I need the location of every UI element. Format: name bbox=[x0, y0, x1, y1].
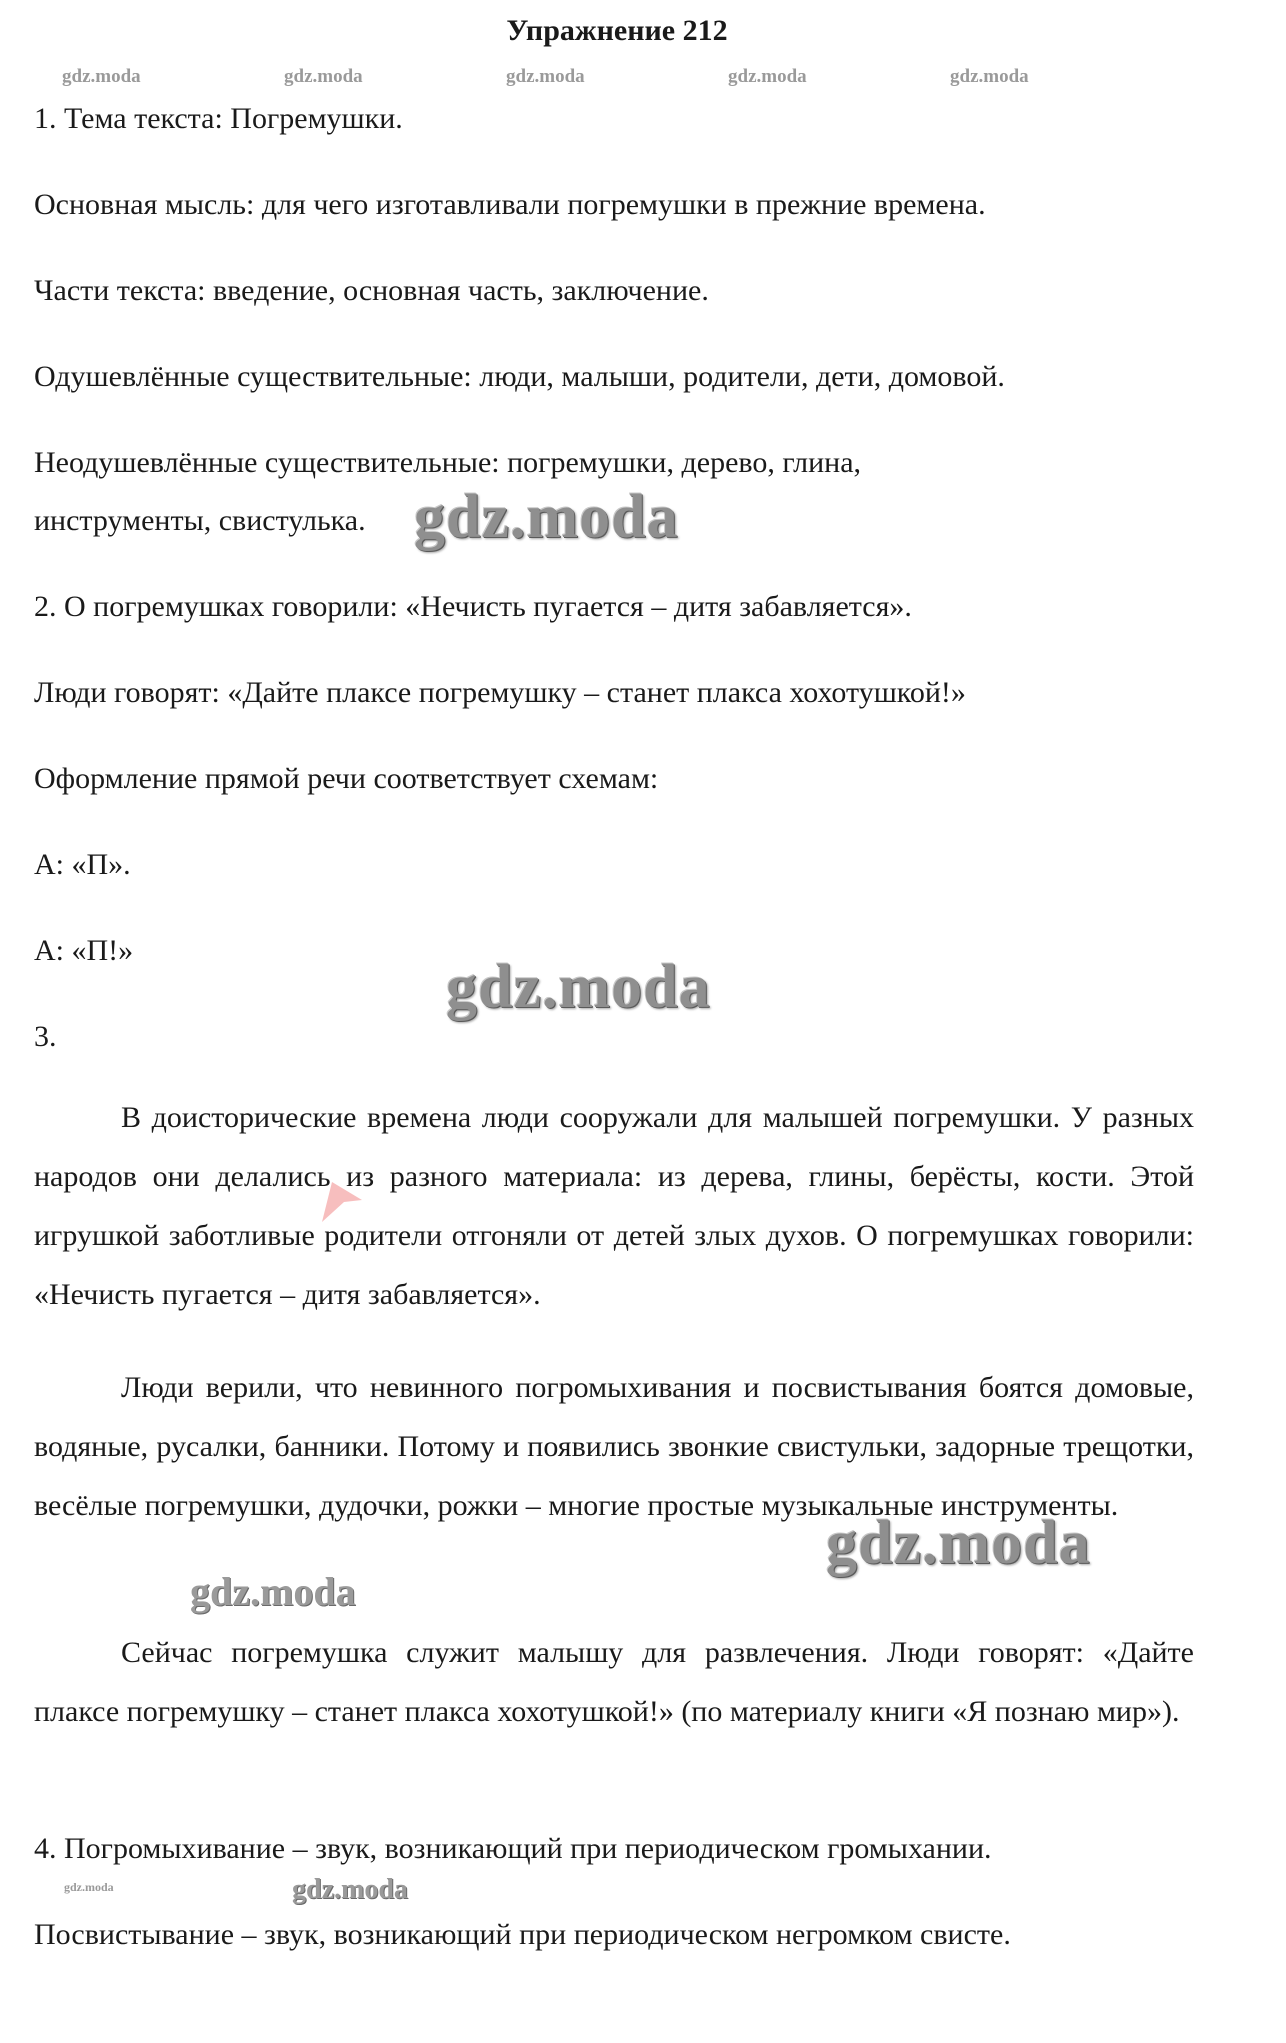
definition-line-2: Посвистывание – звук, возникающий при периодическом негромком свисте. bbox=[34, 1918, 1011, 1951]
watermark-large: gdz.moda bbox=[826, 1509, 1091, 1577]
watermark-small: gdz.moda bbox=[728, 66, 807, 87]
people-say-line: Люди говорят: «Дайте плаксе погремушку – станет плакса хохотушкой!» bbox=[34, 676, 966, 709]
watermark-small: gdz.moda bbox=[284, 66, 363, 87]
inanimate-nouns-line-cont: инструменты, свистулька. bbox=[34, 504, 366, 537]
watermark-medium: gdz.moda bbox=[190, 1569, 356, 1614]
watermark-small: gdz.moda bbox=[950, 66, 1029, 87]
watermark-large: gdz.moda bbox=[446, 953, 711, 1021]
watermark-row bbox=[0, 66, 1286, 96]
inanimate-nouns-line: Неодушевлённые существительные: погремушки, дерево, глина, bbox=[34, 446, 862, 479]
section-3-number: 3. bbox=[34, 1020, 57, 1053]
text-parts-line: Части текста: введение, основная часть, заключение. bbox=[34, 274, 709, 307]
quote-line: 2. О погремушках говорили: «Нечисть пугается – дитя забавляется». bbox=[34, 590, 912, 623]
text-paragraph-2: Люди верили, что невинного погромыхивания и посвистывания боятся домовые, водяные, русалки, банники. Потому и появились звонкие свистульки, задорные трещотки, весёлые погремушки, дудочки, рожки – многие простые музыкальные инструменты. bbox=[34, 1371, 1194, 1522]
animate-nouns-line: Одушевлённые существительные: люди, малыши, родители, дети, домовой. bbox=[34, 360, 1005, 393]
text-paragraph-1: В доисторические времена люди сооружали для малышей погремушки. У разных народов они делались из разного материала: из дерева, глины, берёсты, кости. Этой игрушкой заботливые родители отгоняли от детей злых духов. О погремушках говорили: «Нечисть пугается – дитя забавляется». bbox=[34, 1101, 1194, 1311]
main-idea-line: Основная мысль: для чего изготавливали погремушки в прежние времена. bbox=[34, 188, 986, 221]
exercise-title: Упражнение 212 bbox=[506, 14, 728, 47]
direct-speech-line: Оформление прямой речи соответствует схемам: bbox=[34, 762, 659, 795]
watermark-tiny: gdz.moda bbox=[64, 1880, 114, 1894]
scheme-2-line: А: «П!» bbox=[34, 934, 134, 967]
watermark-medium: gdz.moda bbox=[292, 1874, 408, 1905]
text-paragraph-3: Сейчас погремушка служит малышу для развлечения. Люди говорят: «Дайте плаксе погремушку – станет плакса хохотушкой!» (по материалу книги «Я познаю мир»). bbox=[34, 1636, 1194, 1728]
definition-line-1: 4. Погромыхивание – звук, возникающий при периодическом громыхании. bbox=[34, 1832, 992, 1865]
cursor-arrow-icon bbox=[318, 1178, 366, 1226]
watermark-small: gdz.moda bbox=[62, 66, 141, 87]
scheme-1-line: А: «П». bbox=[34, 848, 131, 881]
watermark-small: gdz.moda bbox=[506, 66, 585, 87]
watermark-large: gdz.moda bbox=[414, 483, 679, 551]
topic-line: 1. Тема текста: Погремушки. bbox=[34, 102, 403, 135]
